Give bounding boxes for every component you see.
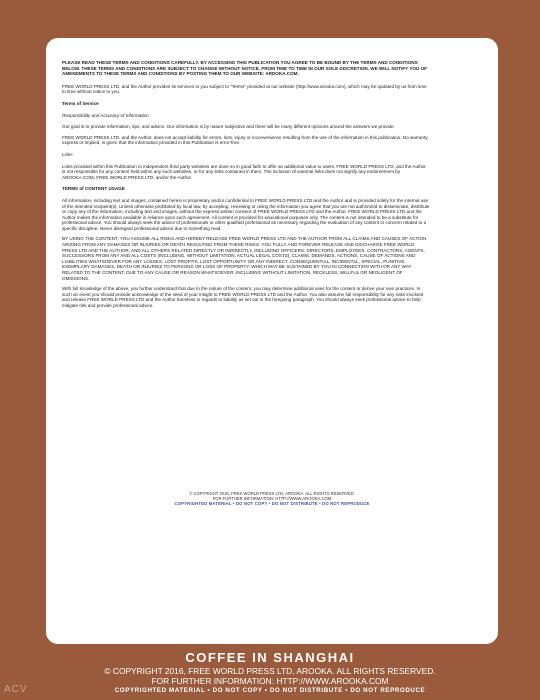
inner-copyright-mark: COPYRIGHTED MATERIAL • DO NOT COPY • DO NOT DISTRIBUTE • DO NOT REPRODUCE [174,501,370,506]
acv-watermark: ACV [4,684,28,695]
links-subheading: Links [62,151,73,157]
responsibility-subheading: Responsibility and Accuracy of Information [62,112,149,118]
usage-paragraph-3: With full knowledge of the above, you further understand that due to the nature of the content, you may determine additional uses for the content or derive your own practices. In such an event you should provide acknowledge of the seed of your insight to FREE WORLD PRESS LTD and the Author. You also assume full responsibility for any risks involved and release FREE WORLD PRESS LTD and the Author harmless in regards to liability as set out in the foregoing paragraph. You should always seek professional advice to help mitigate risk and provide professional advice. [62,286,424,308]
footer-copyright-mark: COPYRIGHTED MATERIAL • DO NOT COPY • DO NOT DISTRIBUTE • DO NOT REPRODUCE [114,687,426,694]
usage-paragraph-1: All information, including text and images, contained herein is proprietary and/or confidential to FREE WORLD PRESS LTD and the Author and is provided solely for the internal use of the intended recipient(s). Unless otherwise prohibited by local law, by accepting, reviewing or using the information you agree that you are not authorized to disseminate, distribute or copy any of the information, including text and images, without the express written consent of FREE WORLD PRESS LTD and the Author. FREE WORLD PRESS LTD and the Author makes the information available in reliance upon such agreement. All content is provided for educational purposes only. The content is not intended to be a substitute for professional advice. You should always seek the advice of professionals or other qualified professional as necessary regarding the evaluation of any content or concern related to a specific discipline. Never disregard professional advice due to something read. [62,197,430,231]
links-paragraph: Links provided within this Publication to independent third party websites are done so in good faith to offer an additional value to users. FREE WORLD PRESS LTD. and the Author is not responsible for any content held within any such websites, or for any links contained in them. The inclusion of external links does not signify any endorsement by AROOKA.COM, FREE WORLD PRESS LTD. and/or the Author. [62,163,426,180]
terms-of-service-heading: Terms of Service [62,100,99,106]
responsibility-paragraph-1: Our goal is to provide information, tips, and advice. Our information is by nature subjective and there will be many different opinions around the answers we provide. [62,124,395,130]
usage-paragraph-2: BY USING THE CONTENT, YOU ASSUME ALL RISKS AND HEREBY RELEASE FREE WORLD PRESS LTD AND THE AUTHOR FROM ALL CLAIMS AND CAUSES OF ACTION ARISING FROM ANY DAMAGES OR INJURIES OR DEATH RESULTING FROM THESE RISKS. YOU FULLY AND FOREVER RELEASE AND DISCHARGE FREE WORLD PRESS LTD AND THE AUTHOR, AND ALL OTHERS RELATED DIRECTLY OR INDIRECTLY, INCLUDING OFFICERS, DIRECTORS, EMPLOYEES, CONTRACTORS, AGENTS, SUCCESSORS FROM ANY AND ALL COSTS (INCLUDING, WITHOUT LIMITATION, ACTUAL LEGAL COSTS), CLAIMS, DEMANDS, ACTIONS, CAUSE OF ACTIONS AND LIABILITIES WHATSOEVER FOR ANY LOSSES, LOST PROFITS, LOST OPPORTUNITY OR ANY INDIRECT, CONSEQUENTIAL, INCIDENTAL, SPECIAL, PUNITIVE, EXEMPLARY DAMAGES, DEATH OR INJURIES TO PERSONS OR LOSS OF PROPERTY, WHICH MAY BE SUSTAINED BY YOU IN CONNECTION WITH OR ANY WAY RELATED TO THE CONTENT, DUE TO ANY CAUSE OR REASON WHATSOEVER, INCLUDING WITHOUT LIMITATION, RECKLESS, WILLFUL OR NEGLIGENT OF OMISSIONS. [62,236,427,281]
terms-warning: PLEASE READ THESE TERMS AND CONDITIONS CAREFULLY. BY ACCESSING THIS PUBLICATION YOU AGREE TO BE BOUND BY THE TERMS AND CONDITIONS BELOW. THESE TERMS AND CONDITIONS ARE SUBJECT TO CHANGE WITHOUT NOTICE, FROM TIME TO TIME IN OUR SOLE DISCRETION. WE WILL NOTIFY YOU OF AMENDMENTS TO THESE TERMS AND CONDITIONS BY POSTING THEM TO OUR WEBSITE: ARDOKA.COM. [62,60,427,77]
footer-copyright: © COPYRIGHT 2016, FREE WORLD PRESS LTD, AROOKA. ALL RIGHTS RESERVED. [104,666,436,676]
footer-info: FOR FURTHER INFORMATION: HTTP://WWW.AROOKA.COM [151,676,389,686]
terms-intro: FREE WORLD PRESS LTD. and the Author provides its services to you subject to "Terms" provided at our website (http://www.arooka.com), which may be updated by us from time to time without notice to you. [62,83,427,95]
content-usage-heading: TERMS of CONTENT USAGE [62,186,125,192]
terms-content [62,60,430,314]
book-title: COFFEE IN SHANGHAI [185,650,355,665]
inner-copyright: © COPYRIGHT 2016, FREE WORLD PRESS LTD, AROOKA. ALL RIGHTS RESERVED. [189,491,355,496]
responsibility-paragraph-2: FREE WORLD PRESS LTD. and the Author, does not accept liability for errors, loss, injury or inconvenience resulting from the use of the information in this publication. No warranty, express or implied, is given that the information provided in this Publication is error-free. [62,134,429,146]
inner-info: FOR FURTHER INFORMATION: HTTP://WWW.AROOKA.COM [212,496,332,501]
inner-footer [46,491,498,506]
page-footer [0,650,540,695]
